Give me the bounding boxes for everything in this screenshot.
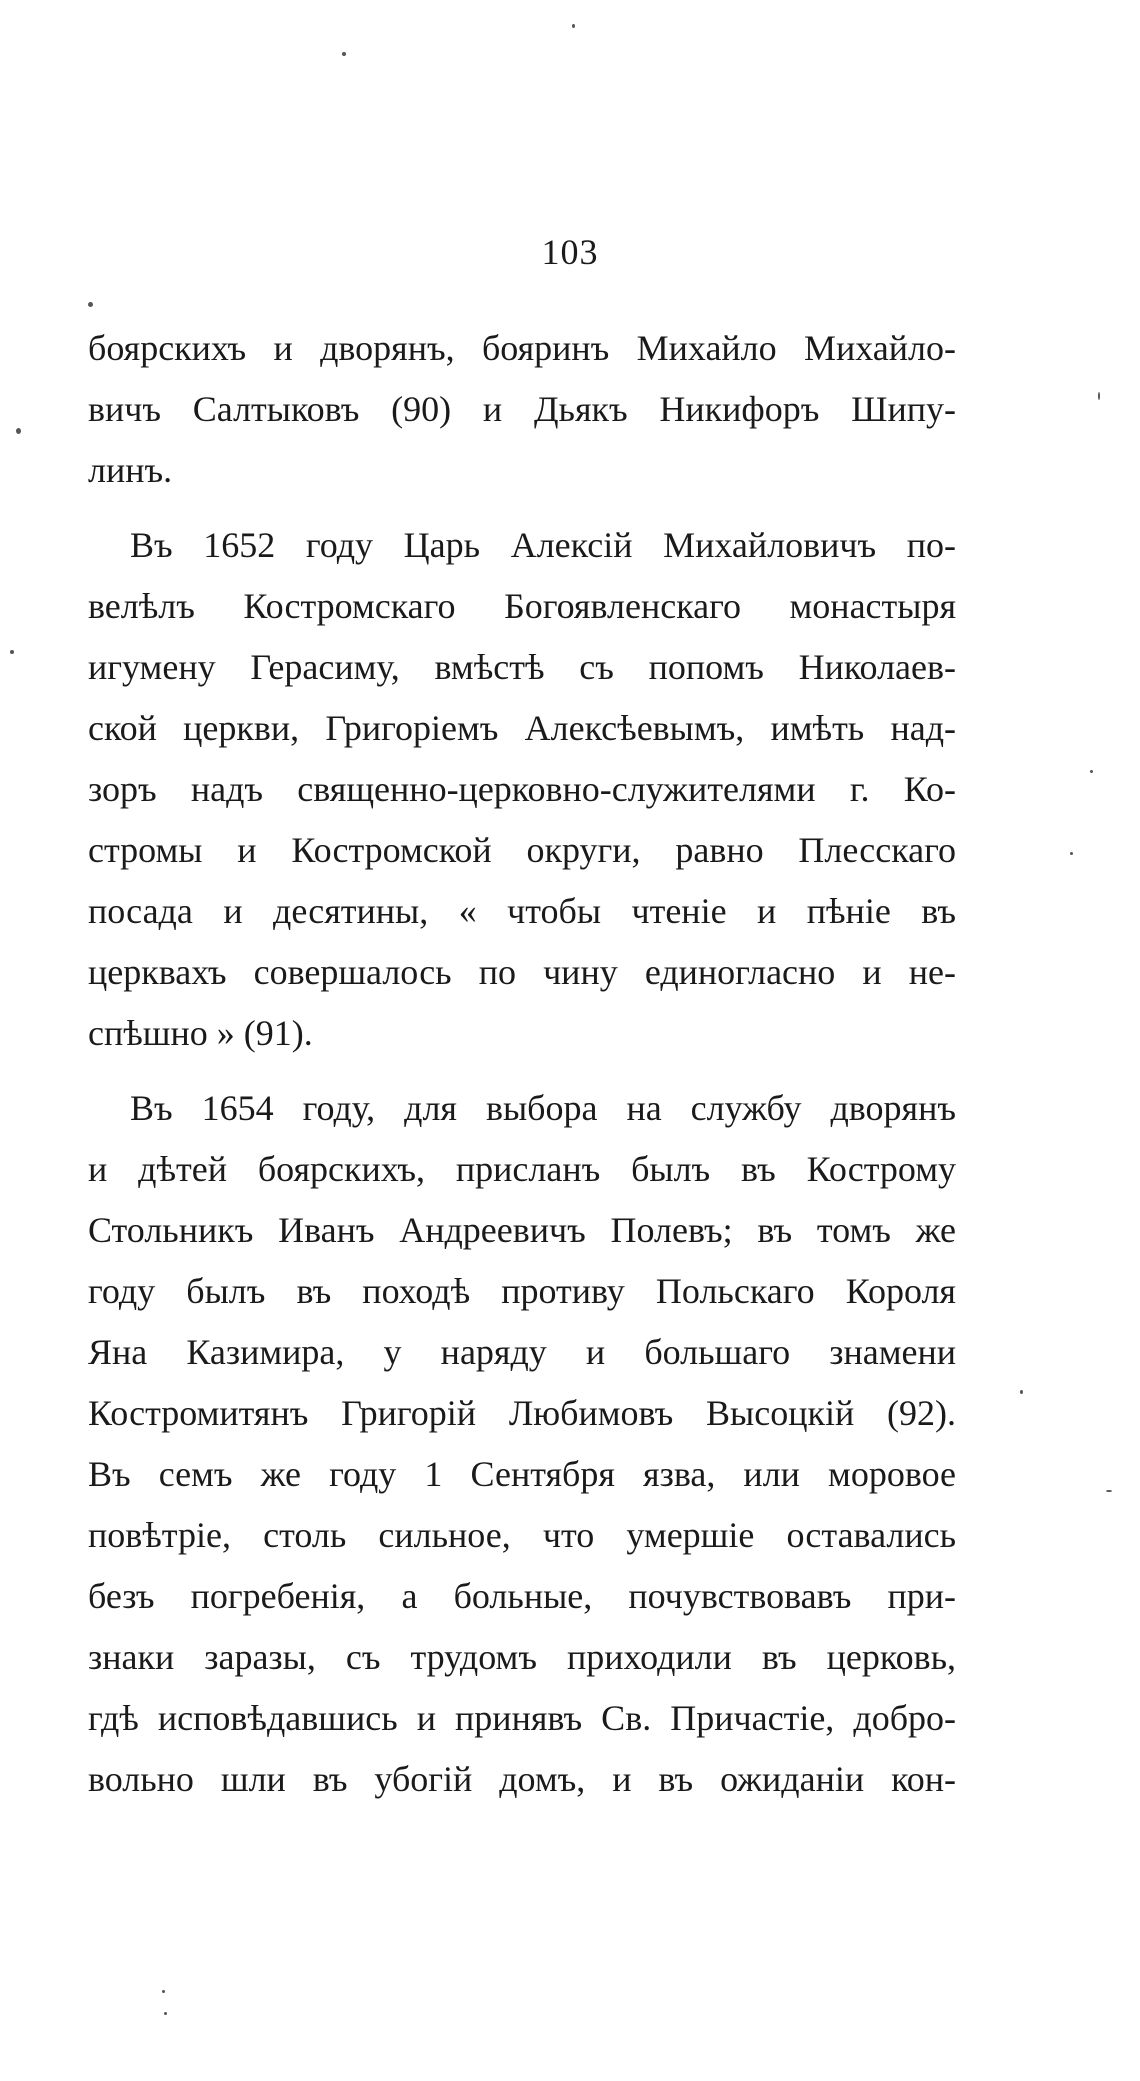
text-line: Костромитянъ Григорій Любимовъ Высоцкій (92).	[88, 1393, 956, 1433]
scan-speck	[16, 428, 21, 434]
paragraph	[88, 318, 956, 501]
text-line: знаки заразы, съ трудомъ приходили въ церковь,	[88, 1637, 956, 1677]
text-line: Въ 1654 году, для выбора на службу дворянъ	[130, 1088, 956, 1128]
paragraph-gap	[88, 501, 956, 515]
text-line: Въ 1652 году Царь Алексій Михайловичъ по-	[130, 525, 956, 565]
scan-speck	[1106, 1490, 1112, 1492]
text-line: вольно шли въ убогій домъ, и въ ожиданіи кон-	[88, 1759, 956, 1799]
text-line: посада и десятины, « чтобы чтеніе и пѣніе въ	[88, 891, 956, 931]
body-text	[88, 318, 956, 1810]
text-line: игумену Герасиму, вмѣстѣ съ попомъ Николаев-	[88, 647, 956, 687]
text-line: боярскихъ и дворянъ, бояринъ Михайло Михайло-	[88, 328, 956, 368]
text-line: гдѣ исповѣдавшись и принявъ Св. Причастіе, добро-	[88, 1698, 956, 1738]
page-number: 103	[541, 232, 599, 272]
text-line: и дѣтей боярскихъ, присланъ былъ въ Кострому	[88, 1149, 956, 1189]
scan-speck	[10, 650, 14, 654]
text-line: Стольникъ Иванъ Андреевичъ Полевъ; въ томъ же	[88, 1210, 956, 1250]
scan-speck	[88, 302, 93, 307]
text-line: Яна Казимира, у наряду и большаго знамени	[88, 1332, 956, 1372]
text-line: вичъ Салтыковъ (90) и Дьякъ Никифоръ Шипу-	[88, 389, 956, 429]
paragraph	[88, 515, 956, 1064]
text-line: Въ семъ же году 1 Сентября язва, или моровое	[88, 1454, 956, 1494]
scan-speck	[1090, 770, 1093, 773]
scan-speck	[1070, 852, 1073, 855]
text-line: церквахъ совершалось по чину единогласно и не-	[88, 952, 956, 992]
scan-speck	[572, 24, 575, 28]
text-line: году былъ въ походѣ противу Польскаго Короля	[88, 1271, 956, 1311]
text-line: безъ погребенія, а больные, почувствовавъ при-	[88, 1576, 956, 1616]
scan-speck	[1020, 1390, 1023, 1394]
text-line: линъ.	[88, 450, 173, 490]
scan-speck	[164, 2012, 167, 2015]
text-line: зоръ надъ священно-церковно-служителями г. Ко-	[88, 769, 956, 809]
paragraph-gap	[88, 1064, 956, 1078]
text-line: ской церкви, Григоріемъ Алексѣевымъ, имѣть над-	[88, 708, 956, 748]
text-line: велѣлъ Костромскаго Богоявленскаго монастыря	[88, 586, 956, 626]
scan-speck	[342, 52, 346, 56]
text-line: повѣтріе, столь сильное, что умершіе оставались	[88, 1515, 956, 1555]
paragraph	[88, 1078, 956, 1810]
text-line: стромы и Костромской округи, равно Плесскаго	[88, 830, 956, 870]
scan-speck	[162, 1990, 165, 1993]
text-line: спѣшно » (91).	[88, 1013, 313, 1053]
scan-speck	[1098, 392, 1100, 400]
